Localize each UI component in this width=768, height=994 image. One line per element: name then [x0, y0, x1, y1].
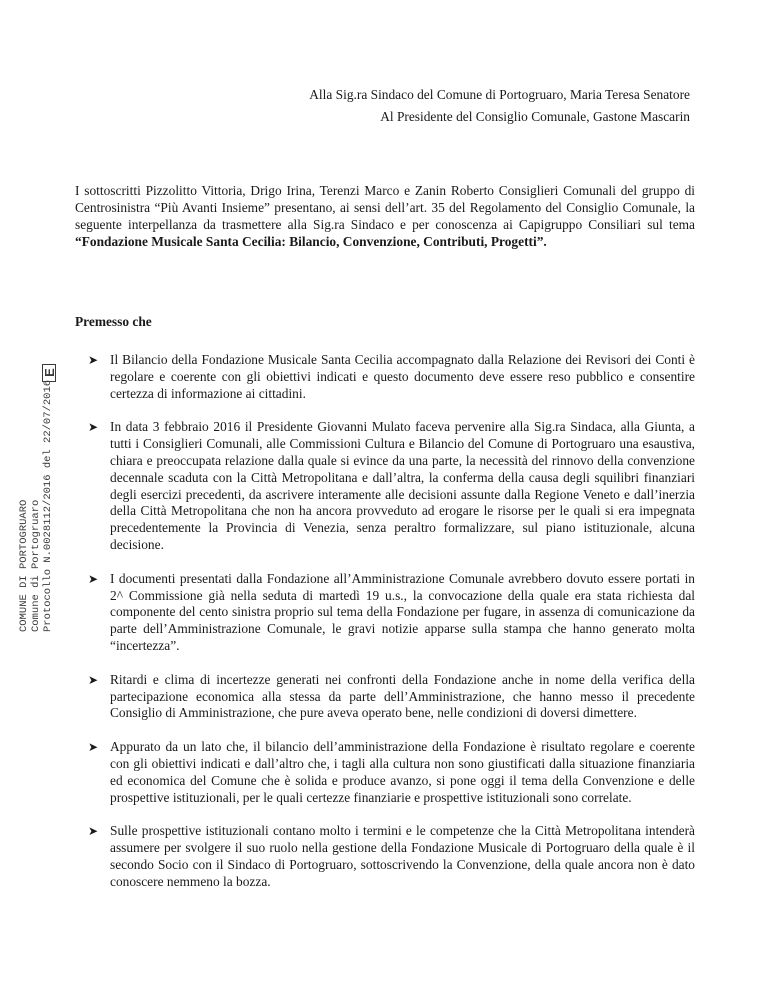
arrow-bullet-icon: ➤: [88, 420, 99, 435]
list-item: ➤ I documenti presentati dalla Fondazione all’Amministrazione Comunale avrebbero dovuto essere portati in 2^ Commissione già nella seduta di martedì 19 u.s., la convocazione della quale era stata richiesta dal componente del cento sinistra proprio sul tema della Fondazione per fugare, in assenza di comunicazione da parte dell’Amministrazione Comunale, le gravi notizie apparse sulla stampa che hanno generato molta “incertezza”.: [88, 570, 695, 653]
stamp-box-letter: E: [41, 368, 57, 377]
intro-paragraph: [75, 182, 695, 250]
stamp-box: [42, 364, 56, 382]
protocol-stamp: [18, 366, 56, 632]
arrow-bullet-icon: ➤: [88, 353, 99, 367]
section-heading: Premesso che: [75, 314, 152, 329]
list-item: ➤ In data 3 febbraio 2016 il Presidente Giovanni Mulato faceva pervenire alla Sig.ra Sindaca, alla Giunta, a tutti i Consiglieri Comunali, alle Commissioni Cultura e Bilancio del Comune di Portogruaro una esaustiva, chiara e preoccupata relazione dalla quale si evince da una parte, la necessità del rinnovo della convenzione decennale scaduta con la Città Metropolitana e dall’altra, la conferma della causa degli squilibri finanziari degli esercizi precedenti, da ascrivere interamente alle decisioni assunte dalla Regione Veneto e dall’inerzia della Città Metropolitana che non ha ancora provveduto ad erogare le risorse per le quali si era impegnata precedentemente la Provincia di Venezia, senza peraltro formalizzare, sul piano istituzionale, alcuna decisione.: [88, 419, 695, 552]
list-item: ➤ Sulle prospettive istituzionali contano molto i termini e le competenze che la Città Metropolitana intenderà assumere per svolgere il suo ruolo nella gestione della Fondazione Musicale di Portogruaro della quale è il secondo Socio con il Sindaco di Portogruaro, sottoscrivendo la Convenzione, della quale ancora non è dato conoscere nemmeno la bozza.: [88, 823, 695, 889]
intro-topic: “Fondazione Musicale Santa Cecilia: Bilancio, Convenzione, Contributi, Progetti”.: [75, 234, 547, 249]
list-item: ➤ Appurato da un lato che, il bilancio dell’amministrazione della Fondazione è risultato regolare e coerente con gli obiettivi indicati e dall’altro che, i tagli alla cultura non sono giustificati dalla situazione finanziaria ed economica del Comune che è solida e produce avanzo, si pone oggi il tema della Convenzione e delle prospettive istituzionali, per le quali certezze finanziarie e prospettive istituzionali sono correlate.: [88, 739, 695, 805]
arrow-bullet-icon: ➤: [88, 740, 99, 755]
list-item: ➤ Ritardi e clima di incertezze generati nei confronti della Fondazione anche in nome della verifica della partecipazione economica alla stessa da parte dell’Amministrazione, che hanno messo il precedente Consiglio di Amministrazione, che pure aveva operato bene, nelle condizioni di doversi dimettere.: [88, 671, 695, 721]
addressee-mayor: Alla Sig.ra Sindaco del Comune di Portogruaro, Maria Teresa Senatore: [309, 87, 690, 102]
list-item: ➤ Il Bilancio della Fondazione Musicale Santa Cecilia accompagnato dalla Relazione dei Revisori dei Conti è regolare e coerente con gli obiettivi indicati e questo documento deve essere reso pubblico e consentire certezza di informazione ai cittadini.: [88, 352, 695, 401]
stamp-line-3: Protocollo N.0028112/2016 del 22/07/2016: [42, 379, 54, 632]
stamp-line-2: Comune di Portogruaro: [30, 499, 42, 632]
stamp-line-1: COMUNE DI PORTOGRUARO: [18, 499, 30, 632]
arrow-bullet-icon: ➤: [88, 571, 99, 586]
addressee-block: [309, 84, 690, 128]
arrow-bullet-icon: ➤: [88, 672, 99, 687]
arrow-bullet-icon: ➤: [88, 824, 99, 839]
premises-list: [88, 352, 695, 891]
addressee-council-president: Al Presidente del Consiglio Comunale, Gastone Mascarin: [380, 109, 690, 124]
intro-text: I sottoscritti Pizzolitto Vittoria, Drigo Irina, Terenzi Marco e Zanin Roberto Consiglieri Comunali del gruppo di Centrosinistra “Più Avanti Insieme” presentano, ai sensi dell’art. 35 del Regolamento del Consiglio Comunale, la seguente interpellanza da trasmettere alla Sig.ra Sindaco e per conoscenza ai Capigruppo Consiliari sul tema: [75, 183, 695, 232]
